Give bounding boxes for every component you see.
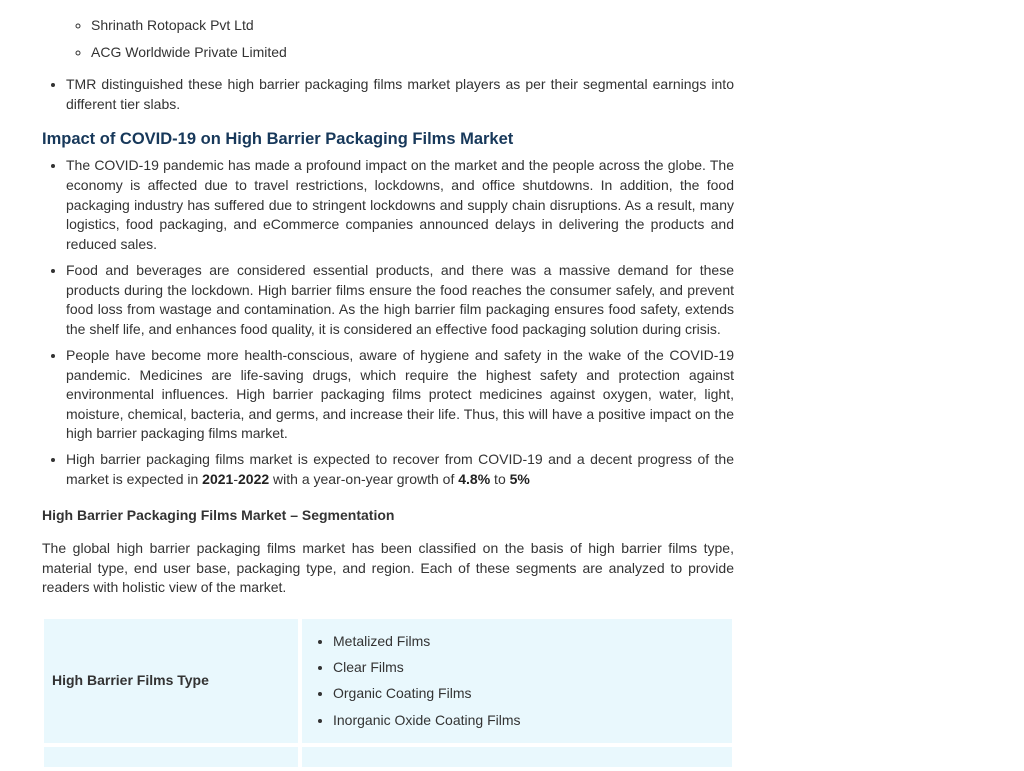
list-item: • The COVID-19 pandemic has made a profound impact on the market and the people across the globe. The economy is affected due to travel restrictions, lockdowns, and office shutdowns. In addition, the food packaging industry has suffered due to stringent lockdowns and supply chain disruptions. As a result, many logistics, food packaging, and eCommerce companies announced delays in delivering the products and reduced sales. [66, 156, 734, 254]
year-start: 2021 [202, 471, 234, 488]
list-item [66, 450, 734, 489]
segmentation-description: The global high barrier packaging films market has been classified on the basis of high barrier films type, material type, end user base, packaging type, and region. Each of these segments are analyzed to provide readers with holistic view of the market. [42, 540, 734, 596]
year-dash: - [233, 471, 238, 488]
segment-label [44, 747, 298, 767]
list-item: ◦ ACG Worldwide Private Limited [91, 43, 734, 63]
list-item: • Inorganic Oxide Coating Films [333, 711, 732, 731]
list-item: • Food and beverages are considered essential products, and there was a massive demand for these products during the lockdown. High barrier films ensure the food reaches the consumer safely, and prevent food loss from wastage and contamination. As the high barrier film packaging ensures food safety, extends the shelf life, and enhances food quality, it is considered an effective food packaging solution during crisis. [66, 261, 734, 339]
list-item: • Clear Films [333, 658, 732, 678]
growth-text: with a year-on-year growth of [269, 471, 459, 488]
covid-impact-list [42, 156, 734, 489]
list-item: • People have become more health-conscious, aware of hygiene and safety in the wake of the COVID-19 pandemic. Medicines are life-saving drugs, which require the highest safety and protection against environmental influences. High barrier packaging films protect medicines against oxygen, water, light, moisture, chemical, bacteria, and germs, and increase their life. Thus, this will have a positive impact on the high barrier packaging films market. [66, 346, 734, 444]
segmentation-title: High Barrier Packaging Films Market – Segmentation [42, 506, 395, 523]
tmr-note: • TMR distinguished these high barrier packaging films market players as per their segmental earnings into different tier slabs. [66, 75, 734, 114]
list-item: ◦ Shrinath Rotopack Pvt Ltd [91, 16, 734, 36]
table-row [44, 747, 732, 767]
segment-label: High Barrier Films Type [44, 619, 298, 743]
company-sublist [42, 0, 734, 62]
segment-values [302, 619, 732, 743]
article-content [42, 0, 734, 771]
segmentation-table [40, 615, 736, 771]
list-item: • Organic Coating Films [333, 684, 732, 704]
list-item: • Metalized Films [333, 632, 732, 652]
growth-text: to [490, 471, 510, 488]
year-end: 2022 [238, 471, 270, 488]
growth-low: 4.8% [458, 471, 491, 488]
growth-high: 5% [509, 471, 530, 488]
segment-values [302, 747, 732, 767]
covid-heading: Impact of COVID-19 on High Barrier Packaging Films Market [42, 130, 514, 149]
table-row [44, 619, 732, 743]
growth-text: High barrier packaging films market is expected to recover from COVID-19 and a decent progress of the market is expected in [66, 451, 734, 488]
tmr-note-list [42, 75, 734, 114]
